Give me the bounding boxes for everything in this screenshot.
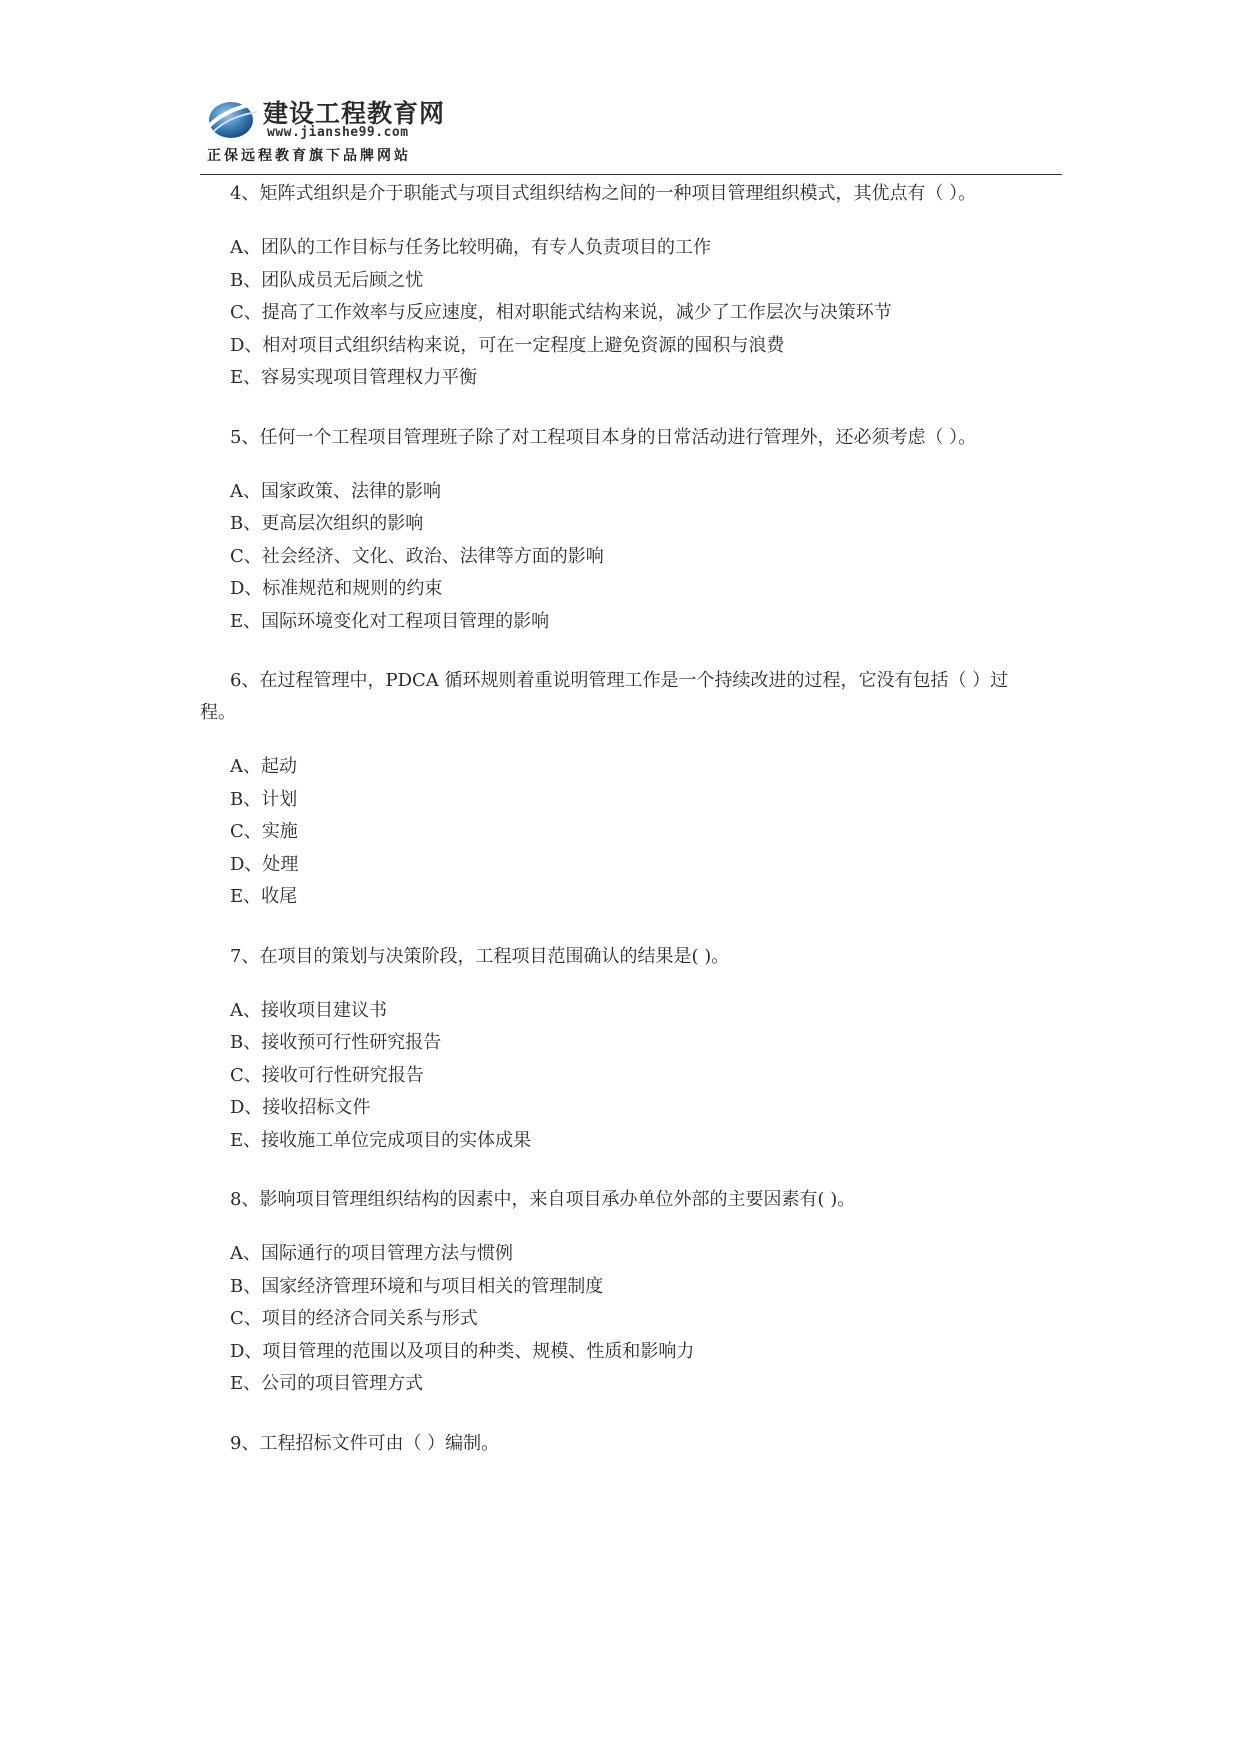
option-item: D、项目管理的范围以及项目的种类、规模、性质和影响力 (230, 1340, 695, 1362)
option-item: E、接收施工单位完成项目的实体成果 (230, 1129, 532, 1151)
option-item: D、相对项目式组织结构来说，可在一定程度上避免资源的囤积与浪费 (230, 334, 785, 356)
option-item: D、处理 (230, 853, 299, 875)
option-item: E、容易实现项目管理权力平衡 (230, 367, 478, 388)
option-list (200, 476, 1040, 639)
question-text: 6、在过程管理中，PDCA 循环规则着重说明管理工作是一个持续改进的过程，它没有包括（ ）过程。 (200, 670, 1009, 723)
option-item: A、起动 (230, 756, 297, 777)
question-text: 5、任何一个工程项目管理班子除了对工程项目本身的日常活动进行管理外，还必须考虑（ ）。 (230, 426, 977, 448)
question-block (200, 178, 1040, 395)
option-list (200, 995, 1040, 1158)
option-item: D、标准规范和规则的约束 (230, 578, 443, 599)
option-item: C、接收可行性研究报告 (230, 1064, 424, 1086)
question-block (200, 422, 1040, 639)
option-item: C、提高了工作效率与反应速度，相对职能式结构来说，减少了工作层次与决策环节 (230, 302, 892, 323)
option-item: C、实施 (230, 821, 298, 842)
logo-title: 建设工程教育网 (263, 99, 446, 128)
option-item: E、收尾 (230, 886, 298, 907)
question-text: 9、工程招标文件可由（ ）编制。 (230, 1432, 500, 1454)
option-item: E、公司的项目管理方式 (230, 1373, 424, 1394)
option-item: B、国家经济管理环境和与项目相关的管理制度 (230, 1275, 604, 1297)
option-list (200, 751, 1040, 914)
option-item: A、国家政策、法律的影响 (230, 480, 441, 502)
option-item: B、更高层次组织的影响 (230, 513, 424, 534)
logo-url: www.jianshe99.com (267, 125, 409, 140)
option-item: B、团队成员无后顾之忧 (230, 269, 424, 291)
option-item: A、国际通行的项目管理方法与惯例 (230, 1243, 513, 1264)
option-list (200, 232, 1040, 395)
option-item: D、接收招标文件 (230, 1097, 371, 1118)
question-list (200, 178, 1040, 1487)
site-header (205, 92, 1061, 172)
question-block (200, 665, 1040, 914)
option-item: C、项目的经济合同关系与形式 (230, 1308, 478, 1329)
question-block (200, 941, 1040, 1158)
logo-slogan: 正保远程教育旗下品牌网站 (207, 148, 411, 164)
option-item: A、团队的工作目标与任务比较明确，有专人负责项目的工作 (230, 237, 711, 258)
question-text: 4、矩阵式组织是介于职能式与项目式组织结构之间的一种项目管理组织模式，其优点有（ ）。 (230, 183, 977, 204)
option-item: C、社会经济、文化、政治、法律等方面的影响 (230, 545, 604, 567)
question-block (200, 1184, 1040, 1401)
option-item: B、计划 (230, 788, 298, 810)
question-block (200, 1428, 1040, 1460)
option-list (200, 1238, 1040, 1401)
question-text: 7、在项目的策划与决策阶段，工程项目范围确认的结果是( )。 (230, 945, 730, 967)
option-item: E、国际环境变化对工程项目管理的影响 (230, 610, 550, 632)
option-item: A、接收项目建议书 (230, 999, 387, 1021)
option-item: B、接收预可行性研究报告 (230, 1032, 442, 1053)
globe-logo-icon (205, 96, 261, 140)
question-text: 8、影响项目管理组织结构的因素中，来自项目承办单位外部的主要因素有( )。 (230, 1189, 856, 1210)
header-divider (200, 174, 1062, 175)
